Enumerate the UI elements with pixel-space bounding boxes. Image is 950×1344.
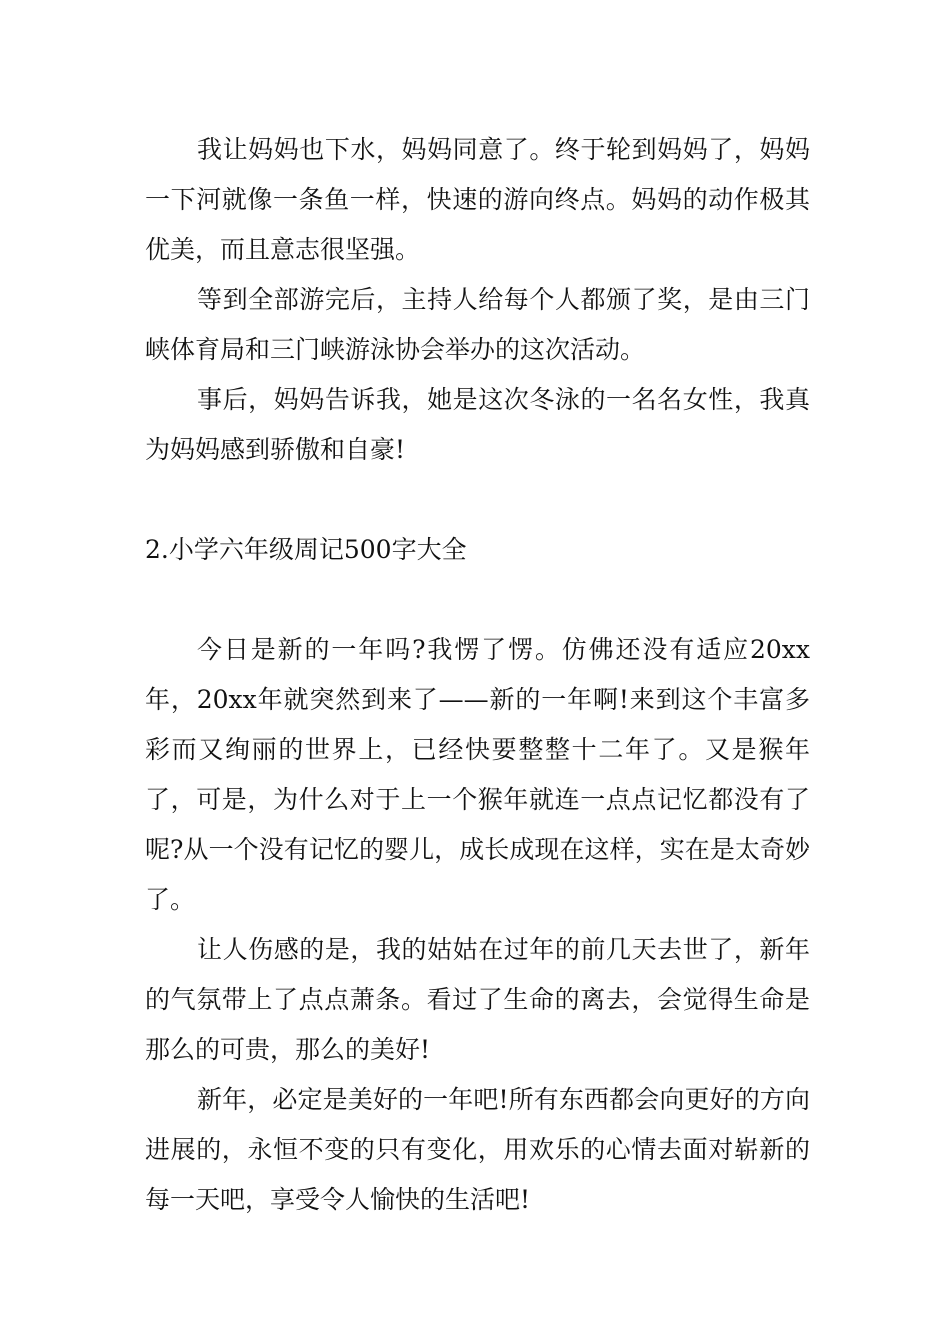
paragraph: 事后，妈妈告诉我，她是这次冬泳的一名名女性，我真为妈妈感到骄傲和自豪! xyxy=(145,385,810,464)
document-body xyxy=(145,125,810,1225)
paragraph: 等到全部游完后，主持人给每个人都颁了奖，是由三门峡体育局和三门峡游泳协会举办的这次活动。 xyxy=(145,285,810,364)
paragraph: 我让妈妈也下水，妈妈同意了。终于轮到妈妈了，妈妈一下河就像一条鱼一样，快速的游向终点。妈妈的动作极其优美，而且意志很坚强。 xyxy=(145,135,810,264)
paragraph: 新年，必定是美好的一年吧!所有东西都会向更好的方向进展的，永恒不变的只有变化，用欢乐的心情去面对崭新的每一天吧，享受令人愉快的生活吧! xyxy=(145,1085,810,1214)
paragraph: 让人伤感的是，我的姑姑在过年的前几天去世了，新年的气氛带上了点点萧条。看过了生命的离去，会觉得生命是那么的可贵，那么的美好! xyxy=(145,935,810,1064)
paragraph: 今日是新的一年吗?我愣了愣。仿佛还没有适应20xx年，20xx年就突然到来了——新的一年啊!来到这个丰富多彩而又绚丽的世界上，已经快要整整十二年了。又是猴年了，可是，为什么对于上一个猴年就连一点点记忆都没有了呢?从一个没有记忆的婴儿，成长成现在这样，实在是太奇妙了。 xyxy=(145,635,810,914)
section-heading: 2.小学六年级周记500字大全 xyxy=(145,535,467,564)
